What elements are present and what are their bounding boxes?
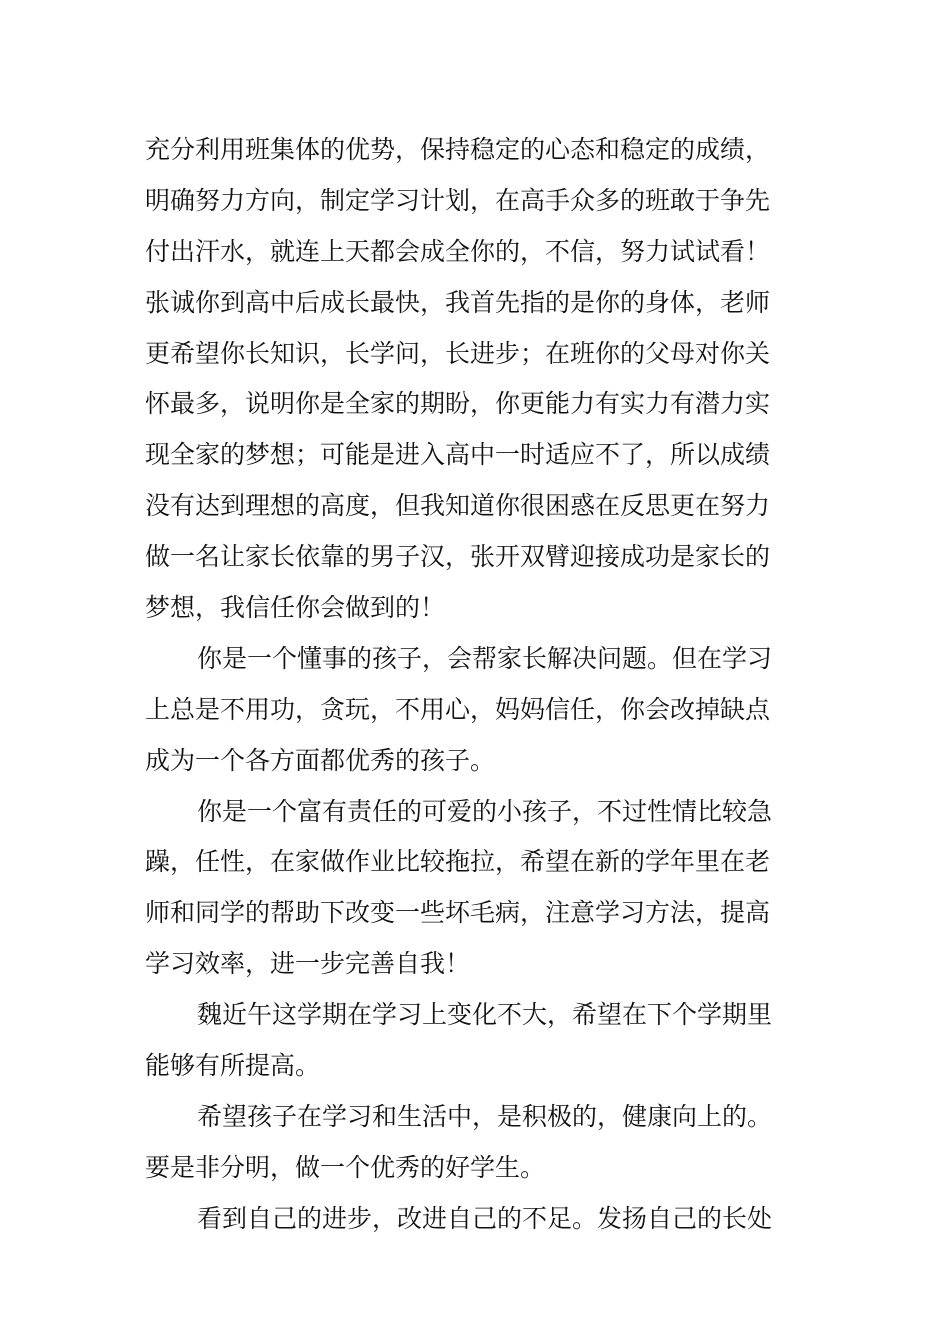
text-line: 躁，任性，在家做作业比较拖拉，希望在新的学年里在老	[145, 847, 771, 877]
text-line: 没有达到理想的高度，但我知道你很困惑在反思更在努力	[145, 491, 771, 521]
text-line: 做一名让家长依靠的男子汉，张开双臂迎接成功是家长的	[145, 542, 771, 572]
text-line: 更希望你长知识，长学问，长进步；在班你的父母对你关	[145, 338, 771, 368]
text-line: 付出汗水，就连上天都会成全你的，不信，努力试试看！	[145, 236, 771, 266]
text-line: 成为一个各方面都优秀的孩子。	[145, 745, 496, 775]
text-line: 学习效率，进一步完善自我！	[145, 949, 471, 979]
text-line: 充分利用班集体的优势，保持稳定的心态和稳定的成绩，	[145, 135, 771, 164]
text-line: 师和同学的帮助下改变一些坏毛病，注意学习方法，提高	[145, 898, 771, 928]
text-line: 要是非分明，做一个优秀的好学生。	[145, 1152, 546, 1182]
text-line: 你是一个富有责任的可爱的小孩子，不过性情比较急	[197, 796, 773, 826]
text-line: 看到自己的进步，改进自己的不足。发扬自己的长处	[197, 1203, 773, 1233]
document-body	[145, 125, 815, 1245]
text-line: 怀最多，说明你是全家的期盼，你更能力有实力有潜力实	[145, 389, 771, 419]
text-line: 希望孩子在学习和生活中，是积极的，健康向上的。	[197, 1101, 773, 1131]
text-line: 明确努力方向，制定学习计划，在高手众多的班敢于争先	[145, 185, 771, 215]
text-line: 梦想，我信任你会做到的！	[145, 593, 446, 623]
text-line: 上总是不用功，贪玩，不用心，妈妈信任，你会改掉缺点	[145, 694, 771, 724]
text-line: 现全家的梦想；可能是进入高中一时适应不了，所以成绩	[145, 440, 771, 470]
text-line: 你是一个懂事的孩子，会帮家长解决问题。但在学习	[197, 643, 773, 673]
text-line: 能够有所提高。	[145, 1051, 321, 1081]
text-line: 张诚你到高中后成长最快，我首先指的是你的身体，老师	[145, 287, 771, 317]
text-line: 魏近午这学期在学习上变化不大，希望在下个学期里	[197, 1000, 773, 1030]
